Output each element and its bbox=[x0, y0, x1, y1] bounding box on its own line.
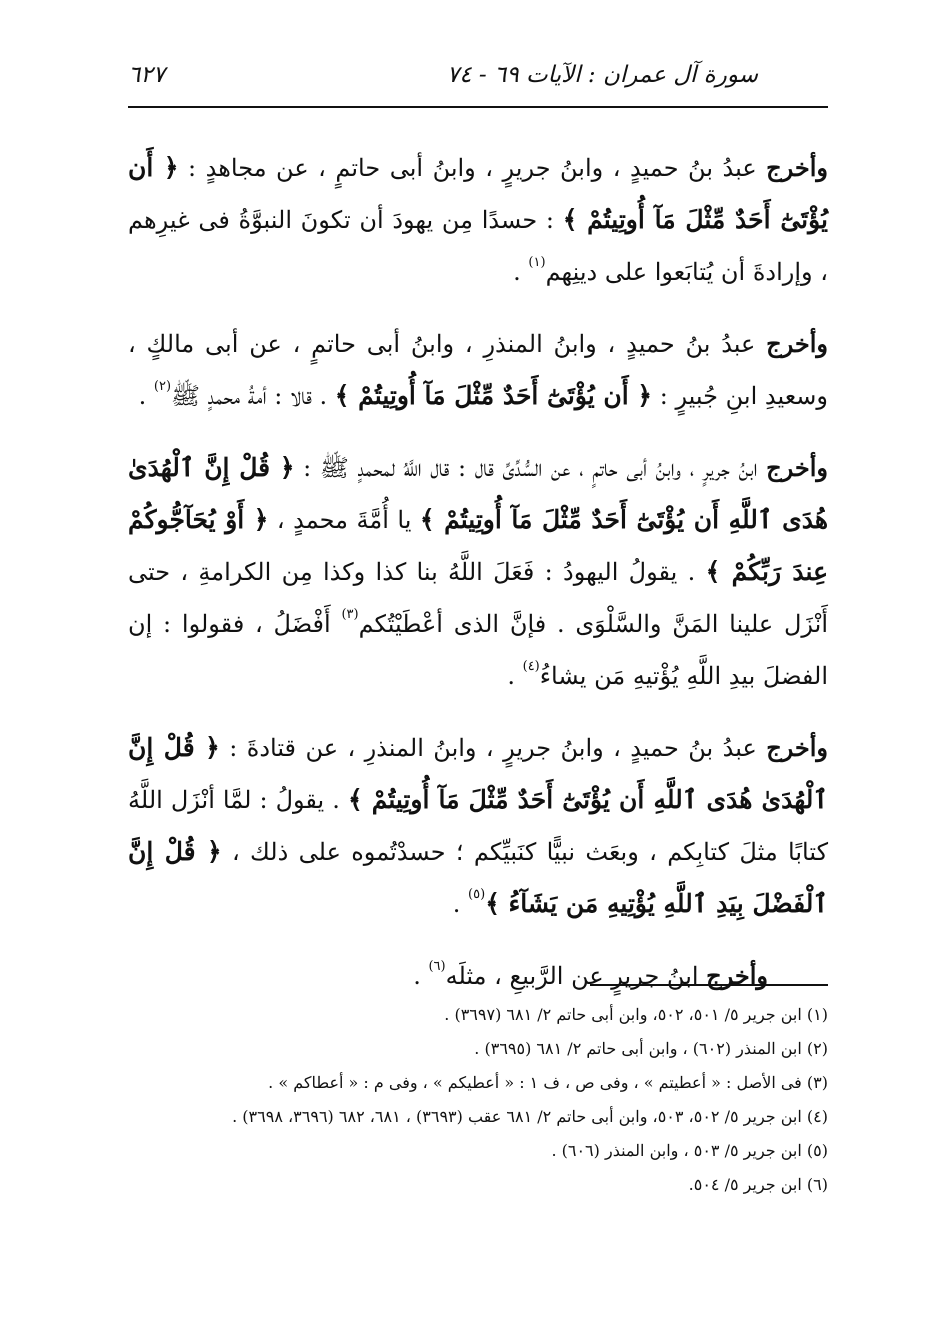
paragraph bbox=[128, 950, 828, 1002]
quran-quote: ﴿ قُلْ إِنَّ ٱلْفَضْلَ بِيَدِ ٱللَّهِ يُؤْتِيهِ مَن يَشَآءُ ﴾ bbox=[128, 837, 828, 918]
footnote-marker: (١) bbox=[528, 255, 546, 270]
quran-quote: ﴿ أَن يُؤْتَىٰٓ أَحَدٌ مِّثْلَ مَآ أُوتِيتُمْ ﴾ bbox=[334, 381, 653, 410]
footnote: (٤) ابن جرير ٥/ ٥٠٢، ٥٠٣، وابن أبى حاتم ٢/ ٦٨١ عقب (٣٦٩٣) ، ٦٨١، ٦٨٢ (٣٦٩٦، ٣٦٩٨) . bbox=[232, 1107, 828, 1126]
paragraph-lead: وأخرج bbox=[766, 733, 829, 762]
paragraph bbox=[128, 142, 828, 298]
main-text bbox=[128, 142, 828, 1022]
footnote-marker: (٦) bbox=[428, 959, 446, 974]
page-number: ٦٢٧ bbox=[128, 62, 166, 88]
paragraph-lead: وأخرج bbox=[766, 453, 828, 482]
footnote-rule bbox=[590, 984, 828, 986]
header-title: سورة آل عمران : الآيات ٦٩ - ٧٤ bbox=[446, 62, 758, 88]
footnote-marker: (٥) bbox=[468, 887, 486, 902]
quran-quote: ﴿ قُلْ إِنَّ ٱلْهُدَىٰ هُدَى ٱللَّهِ أَن يُؤْتَىٰٓ أَحَدٌ مِّثْلَ مَآ أُوتِيتُمْ ﴾ bbox=[128, 733, 828, 814]
footnote-marker: (٢) bbox=[153, 379, 172, 394]
text-run: . يقولُ : لمَّا أنْزَل اللَّهُ كتابًا مثلَ كتابِكم ، وبعَث نبيًّا كنَبيِّكم ؛ حسدْتُموه على ذلك ، bbox=[128, 786, 829, 866]
text-run: . bbox=[513, 258, 529, 286]
text-run: : حسدًا مِن يهودَ أن تكونَ النبوَّةُ فى غيرِهم ، وإرادةَ أن يُتابَعوا على دينِهم bbox=[128, 206, 828, 286]
paragraph-lead: وأخرج bbox=[766, 329, 828, 358]
paragraph bbox=[128, 722, 828, 930]
text-run: أَفْضَلُ ، فقولوا : إن الفضلَ بيدِ اللَّهِ يُؤْتيهِ مَن يشاءُ bbox=[128, 610, 828, 690]
footnote: (١) ابن جرير ٥/ ٥٠١، ٥٠٢، وابن أبى حاتم ٢/ ٦٨١ (٣٦٩٧) . bbox=[444, 1005, 828, 1024]
paragraph-lead: وأخرج bbox=[766, 153, 828, 182]
paragraph bbox=[128, 442, 828, 702]
footnotes bbox=[128, 998, 828, 1202]
text-run: . bbox=[138, 382, 154, 410]
footnote: (٣) فى الأصل : « أعطيتم » ، وفى ص ، ف ١ : « أعطيكم » ، وفى م : « أعطاكم » . bbox=[268, 1073, 828, 1092]
footnote: (٢) ابن المنذر (٦٠٢) ، وابن أبى حاتم ٢/ ٦٨١ (٣٦٩٥) . bbox=[474, 1039, 828, 1058]
paragraph bbox=[128, 318, 828, 422]
text-run: عبدُ بنُ حميدٍ ، وابنُ جريرٍ ، وابنُ أبى حاتمٍ ، عن مجاهدٍ : bbox=[178, 154, 767, 182]
text-run: عبدُ بنُ حميدٍ ، وابنُ المنذرِ ، وابنُ أبى حاتمٍ ، عن أبى مالكٍ ، وسعيدِ ابنِ جُبيرٍ : bbox=[128, 330, 828, 410]
quran-quote: ﴿ قُلْ إِنَّ ٱلْهُدَىٰ هُدَى ٱللَّهِ أَن يُؤْتَىٰٓ أَحَدٌ مِّثْلَ مَآ أُوتِيتُمْ ﴾ bbox=[128, 453, 828, 534]
quran-quote: ﴿ أَوْ يُحَآجُّوكُمْ عِندَ رَبِّكُمْ ﴾ bbox=[128, 505, 828, 586]
text-run: ابنُ جريرٍ عن الرَّبيعِ ، مثلَه bbox=[445, 962, 707, 990]
header-rule bbox=[128, 106, 828, 108]
text-run: . قالا : أمةُ محمدٍ ﷺ bbox=[171, 382, 335, 410]
text-run: يا أُمَّةَ محمدٍ ، bbox=[268, 506, 420, 534]
text-run: عبدُ بنُ حميدٍ ، وابنُ جريرٍ ، وابنُ المنذرِ ، عن قتادةَ : bbox=[219, 734, 767, 762]
footnote-marker: (٣) bbox=[341, 607, 359, 622]
running-header bbox=[128, 58, 828, 102]
text-run: . يقولُ اليهودُ : فَعَلَ اللَّهُ بنا كذا وكذا مِن الكرامةِ ، حتى أَنْزَل علينا المَنَّ والسَّلْوَى . فإنَّ الذى أعْطَيْتُكم bbox=[128, 558, 828, 638]
text-run: . bbox=[507, 662, 523, 690]
footnote: (٥) ابن جرير ٥/ ٥٠٣ ، وابن المنذر (٦٠٦) . bbox=[551, 1141, 828, 1160]
text-run: ابنُ جريرٍ ، وابنُ أبى حاتمٍ ، عن السُّدِّىِّ قال : قال اللَّهُ لمحمدٍ ﷺ : bbox=[294, 454, 767, 482]
paragraph-lead: وأخرج bbox=[706, 961, 768, 990]
footnote-marker: (٤) bbox=[522, 659, 540, 674]
quran-quote: ﴿ أَن يُؤْتَىٰٓ أَحَدٌ مِّثْلَ مَآ أُوتِيتُمْ ﴾ bbox=[128, 153, 829, 234]
text-run: . bbox=[413, 962, 429, 990]
text-run: . bbox=[452, 890, 469, 918]
footnote: (٦) ابن جرير ٥/ ٥٠٤. bbox=[688, 1175, 828, 1194]
